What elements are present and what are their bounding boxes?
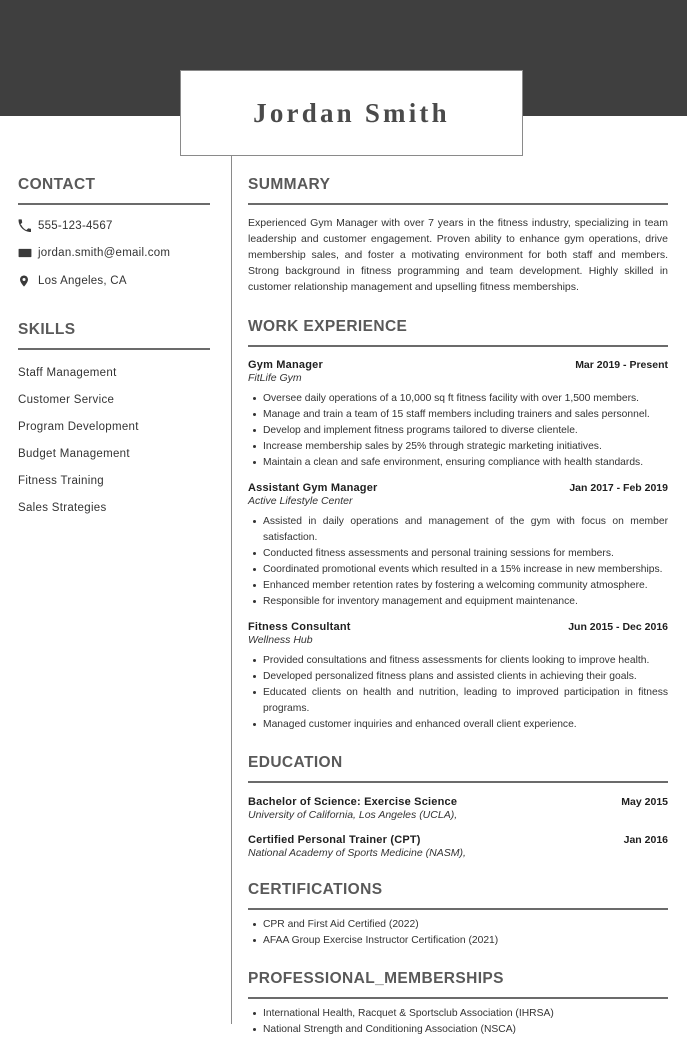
work-experience-rule xyxy=(248,345,668,347)
summary-heading: SUMMARY xyxy=(248,176,331,193)
contact-phone-value: 555-123-4567 xyxy=(38,219,113,232)
education-entry xyxy=(248,834,668,859)
page-title: Jordan Smith xyxy=(253,97,450,128)
job-title: Fitness Consultant xyxy=(248,621,351,634)
education-entry xyxy=(248,796,668,821)
work-entry-header xyxy=(248,621,668,633)
contact-location-value: Los Angeles, CA xyxy=(38,275,127,287)
phone-icon xyxy=(18,219,38,232)
list-item: Increase membership sales by 25% through strategic marketing initiatives. xyxy=(263,439,668,454)
list-item: CPR and First Aid Certified (2022) xyxy=(263,917,668,932)
skills-heading: SKILLS xyxy=(18,321,76,338)
contact-item-phone xyxy=(18,219,210,232)
job-bullets xyxy=(248,391,668,471)
list-item: Budget Management xyxy=(18,448,130,460)
skills-section xyxy=(18,321,210,514)
skills-list xyxy=(18,367,210,514)
degree-date: Jan 2016 xyxy=(623,833,668,846)
list-item: National Strength and Conditioning Association (NSCA) xyxy=(263,1022,668,1037)
list-item: International Health, Racquet & Sportsclub Association (IHRSA) xyxy=(263,1006,668,1021)
education-section xyxy=(248,754,668,859)
sidebar xyxy=(18,176,210,514)
certifications-heading: CERTIFICATIONS xyxy=(248,880,383,898)
list-item: Customer Service xyxy=(18,394,115,406)
company-name: FitLife Gym xyxy=(248,371,302,384)
memberships-list xyxy=(248,1006,668,1037)
list-item: Enhanced member retention rates by fostering a welcoming community atmosphere. xyxy=(263,578,668,593)
memberships-section xyxy=(248,970,668,1037)
contact-heading: CONTACT xyxy=(18,176,96,193)
column-divider xyxy=(231,156,232,1024)
certifications-section xyxy=(248,881,668,948)
institution-name: University of California, Los Angeles (UCLA), xyxy=(248,808,458,821)
institution-name: National Academy of Sports Medicine (NASM), xyxy=(248,846,466,859)
education-entry-header xyxy=(248,834,668,846)
location-pin-icon xyxy=(18,274,38,288)
list-item: Develop and implement fitness programs tailored to diverse clientele. xyxy=(263,423,668,438)
envelope-icon xyxy=(18,246,38,260)
list-item: Responsible for inventory management and equipment maintenance. xyxy=(263,594,668,609)
contact-item-location xyxy=(18,274,210,288)
job-title: Gym Manager xyxy=(248,358,323,371)
list-item: Provided consultations and fitness assessments for clients looking to improve health. xyxy=(263,653,668,668)
certifications-list xyxy=(248,917,668,948)
list-item: Conducted fitness assessments and personal training sessions for members. xyxy=(263,546,668,561)
contact-rule xyxy=(18,203,210,205)
work-entry-header xyxy=(248,482,668,494)
list-item: Coordinated promotional events which resulted in a 15% increase in new memberships. xyxy=(263,562,668,577)
list-item: Manage and train a team of 15 staff members including trainers and sales personnel. xyxy=(263,407,668,422)
list-item: Oversee daily operations of a 10,000 sq ft fitness facility with over 1,500 members. xyxy=(263,391,668,406)
job-date: Jun 2015 - Dec 2016 xyxy=(568,621,668,634)
job-bullets xyxy=(248,653,668,732)
degree-title: Certified Personal Trainer (CPT) xyxy=(248,833,421,846)
degree-date: May 2015 xyxy=(621,795,668,808)
list-item: Assisted in daily operations and management of the gym with focus on member satisfaction. xyxy=(263,514,668,544)
job-title: Assistant Gym Manager xyxy=(248,482,378,495)
memberships-rule xyxy=(248,997,668,999)
degree-title: Bachelor of Science: Exercise Science xyxy=(248,795,458,808)
contact-section xyxy=(18,176,210,288)
list-item: AFAA Group Exercise Instructor Certification (2021) xyxy=(263,933,668,948)
education-rule xyxy=(248,781,668,783)
contact-email-value: jordan.smith@email.com xyxy=(38,247,171,259)
education-entry-header xyxy=(248,796,668,808)
contact-list xyxy=(18,219,210,288)
work-entry xyxy=(248,482,668,609)
list-item: Educated clients on health and nutrition, leading to improved participation in fitness programs. xyxy=(263,685,668,715)
list-item: Fitness Training xyxy=(18,475,104,487)
name-box xyxy=(180,70,523,156)
work-entry xyxy=(248,621,668,732)
job-bullets xyxy=(248,514,668,609)
main-content xyxy=(248,176,668,1059)
list-item: Sales Strategies xyxy=(18,502,107,514)
company-name: Active Lifestyle Center xyxy=(248,495,353,508)
certifications-rule xyxy=(248,908,668,910)
skills-rule xyxy=(18,348,210,350)
list-item: Managed customer inquiries and enhanced overall client experience. xyxy=(263,717,668,732)
summary-rule xyxy=(248,203,668,205)
work-experience-heading: WORK EXPERIENCE xyxy=(248,317,408,335)
education-heading: EDUCATION xyxy=(248,753,343,771)
work-entry xyxy=(248,359,668,471)
memberships-heading: PROFESSIONAL_MEMBERSHIPS xyxy=(248,970,504,988)
list-item: Developed personalized fitness plans and assisted clients in achieving their goals. xyxy=(263,669,668,684)
list-item: Staff Management xyxy=(18,367,117,379)
contact-item-email xyxy=(18,246,210,260)
job-date: Jan 2017 - Feb 2019 xyxy=(569,482,668,495)
summary-text: Experienced Gym Manager with over 7 years in the fitness industry, specializing in team leadership and customer engagement. Proven ability to enhance gym operations, drive membership sales, and foster a motivating environment for both staff and members. Strong background in fitness programming and team development. Highly skilled in customer relationship management and upselling fitness memberships. xyxy=(248,217,668,293)
work-experience-section xyxy=(248,318,668,732)
work-entry-header xyxy=(248,359,668,371)
company-name: Wellness Hub xyxy=(248,634,313,647)
list-item: Maintain a clean and safe environment, ensuring compliance with health standards. xyxy=(263,455,668,470)
list-item: Program Development xyxy=(18,421,139,433)
summary-section xyxy=(248,176,668,296)
job-date: Mar 2019 - Present xyxy=(575,358,668,371)
